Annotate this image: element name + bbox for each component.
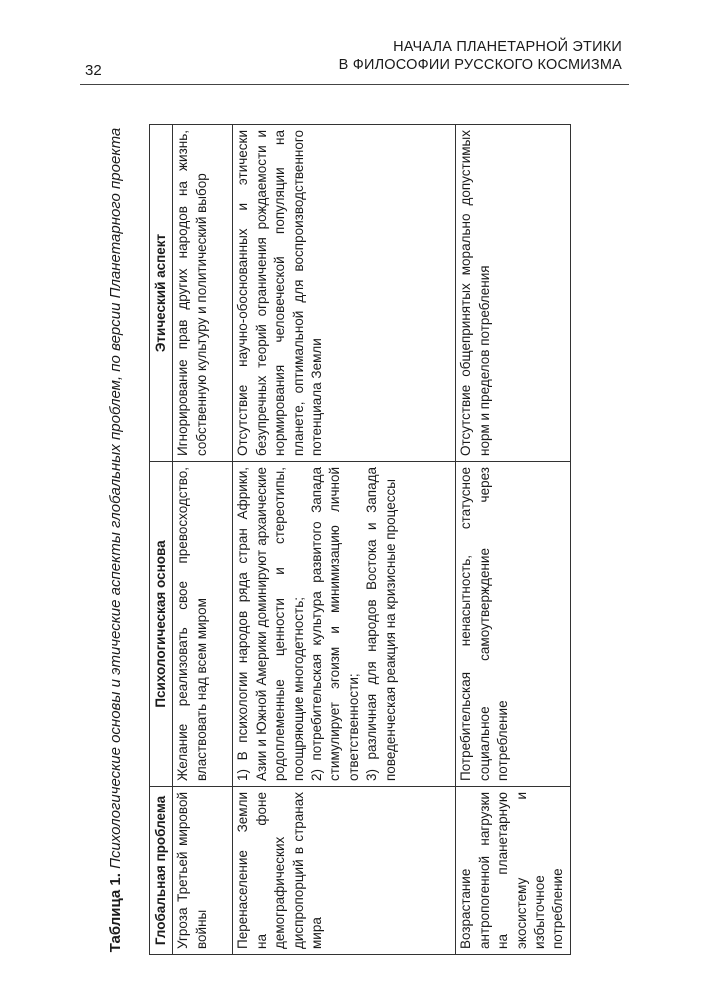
cell-basis-item: 3) различная для народов Востока и Запада поведенческая реакция на кризисные процессы [364,467,398,781]
running-head-line-2: В ФИЛОСОФИИ РУССКОГО КОСМИЗМА [338,57,622,73]
cell-problem: Возрастание антропогенной нагрузки на планетарную экосистему и избыточное потребление [456,787,570,955]
table-row [456,125,570,955]
table-caption-text: Психологические основы и этические аспекты глобальных проблем, по версии Планетарного проекта [107,127,124,869]
cell-aspect: Отсутствие общепринятых морально допустимых норм и пределов потребления [456,125,570,462]
running-head [339,38,622,74]
header-rule [80,84,629,85]
running-head-line-1: НАЧАЛА ПЛАНЕТАРНОЙ ЭТИКИ [393,39,622,55]
table-row [173,125,233,955]
cell-basis [173,462,233,787]
cell-aspect: Отсутствие научно-обоснованных и этически безупречных теорий ограничения рождаемости и нормирования человеческой популяции на планете, оптимальной для воспроизводственного потенциала Земли [233,125,456,462]
cell-problem: Перенаселение Земли на фоне демографических диспропорций в странах мира [233,787,456,955]
column-header-aspect: Этический аспект [150,125,173,462]
cell-basis-item: 2) потребительская культура развитого Запада стимулирует эгоизм и минимизацию личной ответственности; [309,467,361,781]
cell-aspect: Игнорирование прав других народов на жизнь, собственную культуру и политический выбор [173,125,233,462]
cell-problem: Угроза Третьей мировой войны [173,787,233,955]
rotated-table-block [106,125,606,955]
table-row [233,125,456,955]
cell-basis-item: 1) В психологии народов ряда стран Африки, Азии и Южной Америки доминируют архаические родоплеменные ценности и стереотипы, поощряющие многодетность; [235,467,306,781]
column-header-basis: Психологическая основа [150,462,173,787]
column-header-problem: Глобальная проблема [150,787,173,955]
table-caption [106,125,125,955]
cell-basis-item: Желание реализовать свое превосходство, властвовать над всем миром [175,467,209,781]
cell-basis [233,462,456,787]
cell-basis-item: Потребительская ненасытность, статусное социальное самоутверждение через потребление [458,467,511,781]
global-problems-table [149,124,571,955]
page-number: 32 [85,62,102,79]
table-caption-title: Таблица 1. [107,873,124,953]
table-header-row [150,125,173,955]
cell-basis [456,462,570,787]
